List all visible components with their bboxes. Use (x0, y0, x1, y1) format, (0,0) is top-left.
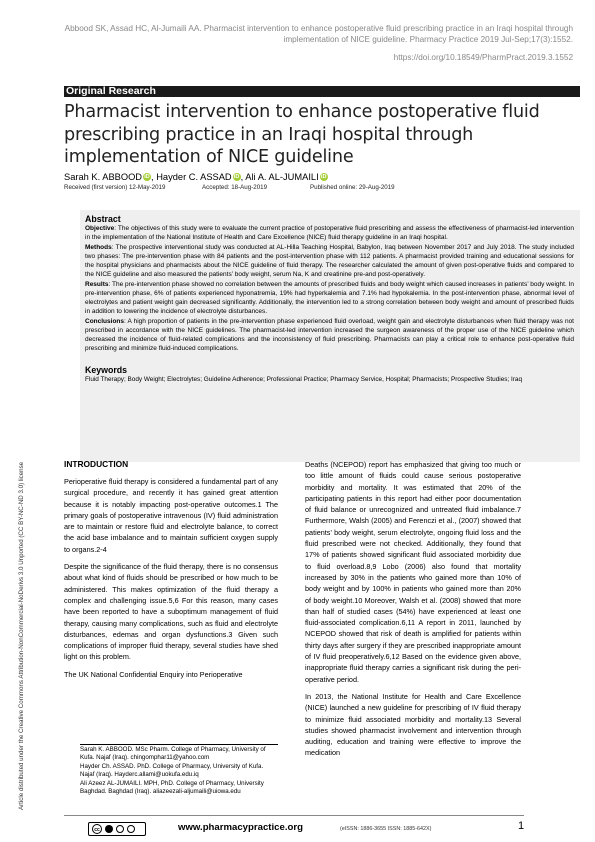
orcid-icon[interactable]: iD (233, 174, 240, 180)
orcid-icon[interactable]: iD (144, 174, 150, 180)
author-2: , Hayder C. ASSAD (151, 172, 232, 182)
page-number: 1 (518, 820, 525, 832)
abstract-methods: Methods: The prospective interventional study was conducted at AL-Hilla Teaching Hospital, Babylon, Iraq between November 2017 and July 2018. The study included two phases: The pre-intervention phase with 84 patients and the post-intervention phase with 112 patients. A pharmacist provided training and educational sessions for the hospital physicians and pharmacists about the NICE guideline of fluid therapy. The researcher calculated the amount of given post-operative fluids and compared to the NICE guideline and also measured the patients’ body weight, serum Na, K and creatinine pre-and post-operatively. (85, 243, 574, 279)
running-citation: Abbood SK, Assad HC, Al-Jumaili AA. Pharmacist intervention to enhance postoperative fluid prescribing practice in an Iraqi hospital through implementation of NICE guideline. Pharmacy Practice 2019 Jul-Sep;17(3):1552. (64, 24, 573, 44)
author-1: Sarah K. ABBOOD (64, 172, 143, 182)
article-type-badge: Original Research (64, 86, 580, 97)
author-list (64, 172, 580, 183)
intro-paragraph-3: The UK National Confidential Enquiry into Perioperative (64, 669, 243, 679)
keywords-heading: Keywords (85, 364, 128, 375)
published-date: Published online: 29-Aug-2019 (310, 184, 395, 191)
abstract-results: Results: The pre-intervention phase showed no correlation between the amounts of prescribed fluids and body weight which caused increases in patients’ body weight. In pre-intervention phase, 6% of patients experienced hyponatremia, 19% had hyperkalemia and 7.1% had hypokalemia. In the post-intervention phase, abnormal level of electrolytes and patient weight gain decreased significantly. Additionally, the intervention led to a strong correlation between body weight and amount of prescribed fluids in addition to lowering the incidence of electrolyte disturbances. (85, 280, 574, 316)
intro-paragraph-5: In 2013, the National Institute for Health and Care Excellence (NICE) launched a new guideline for prescribing of IV fluid therapy to minimize fluid associated morbidity and mortality.13 Several studies showed pharmacist involvement and intervention through auditing, education and training were effective to improve the medication (305, 691, 521, 758)
affiliation-1: Sarah K. ABBOOD. MSc Pharm. College of Pharmacy, University of Kufa. Najaf (Iraq). chingomphar11@yahoo.com (80, 746, 266, 761)
abstract-heading: Abstract (85, 214, 121, 224)
intro-paragraph-1: Perioperative fluid therapy is considered a fundamental part of any surgical procedure, and recently it has gained great attention because it is notably impacting post-operative outcomes.1 The primary goals of postoperative intravenous (IV) fluid administration are to maintain or restore fluid and electrolyte balance, to correct the acid base imbalance and to maintain sufficient oxygen supply to organs.2-4 (64, 477, 278, 554)
cc-license-icon[interactable] (88, 822, 146, 836)
intro-heading: INTRODUCTION (64, 459, 129, 469)
article-title: Pharmacist intervention to enhance postoperative fluid prescribing practice in an Iraqi hospital through implementation of NICE guideline (64, 102, 540, 168)
intro-paragraph-2: Despite the significance of the fluid therapy, there is no consensus about what kind of fluids should be prescribed or how much to be administered. This makes optimization of the fluid therapy a complex and challenging issue.5,6 For this reason, many cases have been reported to have a suboptimum management of fluid therapy, causing many complications, such as fluid and electrolyte disturbances, edemas and organ dysfunctions.3 Given such complications of improper fluid therapy, several studies have shed light on this problem. (64, 562, 278, 662)
nd-icon (127, 825, 135, 833)
keywords-text: Fluid Therapy; Body Weight; Electrolytes; Guideline Adherence; Professional Practice; Pharmacy Service, Hospital; Pharmacists; Prospective Studies; Iraq (85, 375, 523, 383)
right-column (305, 459, 521, 765)
abstract-box (80, 210, 580, 462)
by-icon (105, 825, 113, 833)
footer-divider (64, 815, 524, 816)
journal-website-link[interactable]: www.pharmacypractice.org (178, 822, 303, 833)
accepted-date: Accepted: 18-Aug-2019 (202, 184, 268, 191)
nc-icon (116, 825, 124, 833)
cc-logo-icon: cc (92, 824, 102, 834)
keywords-section (85, 365, 574, 384)
affiliation-2: Hayder Ch. ASSAD. PhD. College of Pharmacy, University of Kufa. Najaf (Iraq). Hayderc.allami@uokufa.edu.iq (80, 763, 264, 778)
orcid-icon[interactable]: iD (320, 174, 327, 180)
left-column (64, 459, 278, 686)
received-date: Received (first version) 12-May-2019 (64, 184, 166, 191)
abstract-objective: Objective: The objectives of this study were to evaluate the current practice of postoperative fluid prescribing and assess the effectiveness of pharmacist-led intervention in the implementation of the National Institute of Health and Care Excellence (NICE) fluid therapy guideline in an Iraqi hospital. (85, 225, 574, 242)
doi-link[interactable]: https://doi.org/10.18549/PharmPract.2019.3.1552 (393, 53, 573, 62)
author-affiliations (80, 744, 278, 797)
affiliation-3: Ali Azeez AL-JUMAILI. MPH, PhD. College of Pharmacy, University Baghdad. Baghdad (Iraq). aliazeezali-aljumaili@uiowa.edu (80, 780, 264, 795)
abstract-conclusions: Conclusions: A high proportion of patients in the pre-intervention phase experienced fluid overload, weight gain and electrolyte disturbances when fluid therapy was not prescribed in accordance with the NICE guidelines. The pharmacist-led intervention increased the surgeon awareness of the proper use of the NICE guideline which decreased the incidence of fluid-related complications and the inconsistency of fluid prescribing. Pharmacists can play a critical role to enhance post-operative fluid prescribing and minimize fluid-induced complications. (85, 317, 574, 353)
intro-paragraph-4: Deaths (NCEPOD) report has emphasized that giving too much or too little amount of fluids could cause serious postoperative morbidity and mortality. It was estimated that 20% of the participating patients in this report had either poor documentation of fluid balance or unrecognized and untreated fluid imbalance.7 Furthermore, Walsh (2005) and Ferenczi et al., (2007) showed that patients’ body weight, serum electrolyte, ongoing fluid loss and the fluid prescribed were not checked. Additionally, they found that 17% of patients showed significant fluid associated morbidity due to fluid overload.8,9 Lobo (2006) also found that mortality increased by 30% in the patients who gained more than 10% of body weight and by 100% in patients who gained more than 20% of body weight.10 Moreover, Walsh et al. (2008) showed that more than half of studied cases (54%) have experienced at least one fluid-associated complication.6,11 A report in 2011, launched by NCEPOD showed that risk of death is amplified for patients within thirty days after surgery if they are prescribed inappropriate amount of IV fluid preoperatively.6,12 Based on the evidence given above, inappropriate fluid therapy carries a significant risk during the peri-operative period. (305, 460, 521, 684)
issn-text: (eISSN: 1886-3655 ISSN: 1885-642X) (340, 826, 432, 832)
license-sidebar: Article distributed under the Creative Commons Attribution-NonCommercial-NoDerivs 3.0 Unported (CC BY-NC-ND 3.0) license (18, 461, 25, 810)
author-3: , Ali A. AL-JUMAILI (240, 172, 319, 182)
